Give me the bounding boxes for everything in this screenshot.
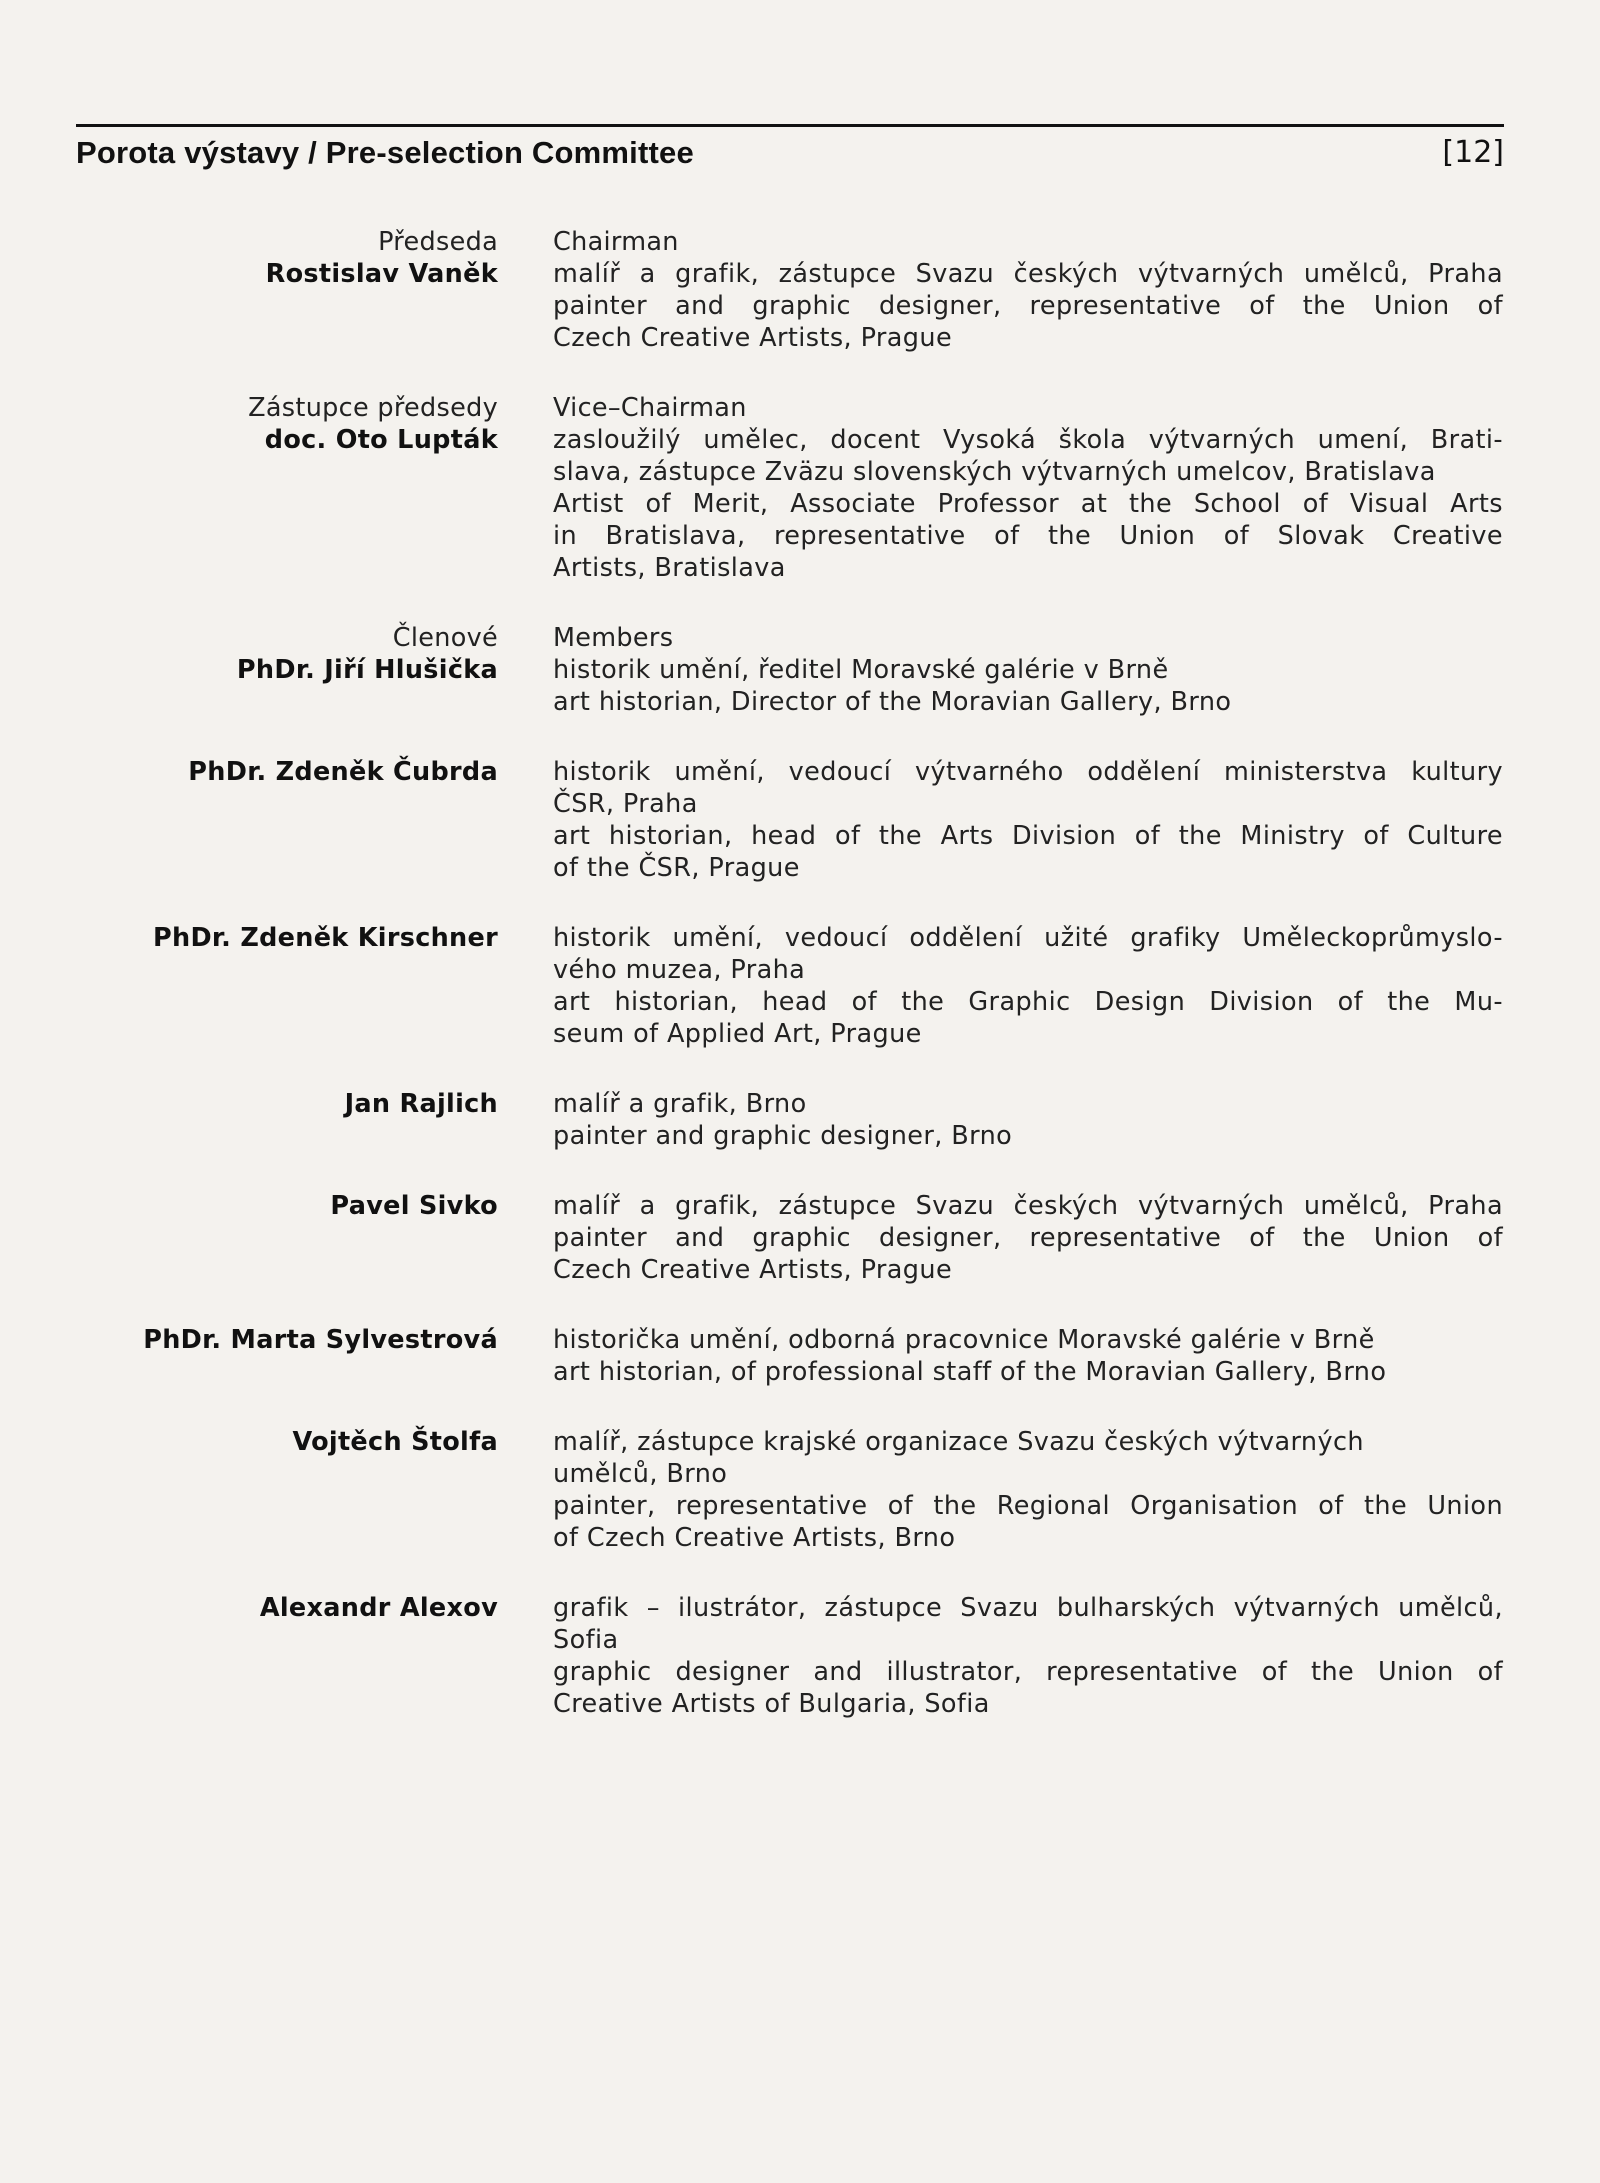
description-line: zasloužilý umělec, docent Vysoká škola výtvarných umení, Brati- [553,425,1503,455]
description-line: vého muzea, Praha [553,955,806,985]
section-spacer [0,1286,1600,1324]
role-label: Zástupce předsedy [248,393,498,423]
description-line: art historian, of professional staff of the Moravian Gallery, Brno [553,1357,1387,1387]
section-role-row [0,226,1600,258]
member-description [553,922,1503,1050]
description-line: malíř a grafik, zástupce Svazu českých výtvarných umělců, Praha [553,259,1503,289]
description-line: malíř a grafik, Brno [553,1089,807,1119]
description-line: graphic designer and illustrator, representative of the Union of [553,1657,1503,1687]
description-line: historik umění, vedoucí oddělení užité grafiky Uměleckoprůmyslo- [553,923,1503,953]
member-description [553,1324,1503,1388]
committee-list [0,226,1600,1720]
description-line: malíř a grafik, zástupce Svazu českých výtvarných umělců, Praha [553,1191,1503,1221]
section-spacer [0,884,1600,922]
member-name: Vojtěch Štolfa [292,1427,498,1457]
description-line: umělců, Brno [553,1459,728,1489]
description-line: Artist of Merit, Associate Professor at the School of Visual Arts [553,489,1503,519]
description-line: historička umění, odborná pracovnice Moravské galérie v Brně [553,1325,1375,1355]
committee-member [0,424,1600,584]
member-name: Pavel Sivko [330,1191,498,1221]
member-description [553,1426,1503,1554]
committee-member [0,654,1600,718]
role-label-en: Members [553,623,674,653]
committee-member [0,258,1600,354]
description-line: ČSR, Praha [553,789,698,819]
member-description [553,654,1503,718]
description-line: art historian, Director of the Moravian Gallery, Brno [553,687,1232,717]
role-label: Předseda [378,227,498,257]
section-spacer [0,584,1600,622]
role-label: Členové [392,623,498,653]
description-line: painter and graphic designer, representative of the Union of [553,291,1503,321]
description-line: painter and graphic designer, representative of the Union of [553,1223,1503,1253]
description-line: historik umění, ředitel Moravské galérie v Brně [553,655,1169,685]
section-role-row [0,392,1600,424]
section-spacer [0,1050,1600,1088]
description-line: art historian, head of the Graphic Design Division of the Mu- [553,987,1503,1017]
section-spacer [0,1152,1600,1190]
member-name: PhDr. Jiří Hlušička [236,655,498,685]
page-title: Porota výstavy / Pre-selection Committee [76,135,694,170]
member-name: Jan Rajlich [344,1089,498,1119]
section-role-row [0,622,1600,654]
member-name: doc. Oto Lupták [264,425,498,455]
member-name: Alexandr Alexov [259,1593,498,1623]
page-number: [12] [1442,135,1504,170]
member-description [553,1088,1503,1152]
description-line: Czech Creative Artists, Prague [553,1255,953,1285]
committee-member [0,1190,1600,1286]
page-header [76,124,1504,177]
section-spacer [0,354,1600,392]
member-description [553,424,1503,584]
member-description [553,258,1503,354]
description-line: malíř, zástupce krajské organizace Svazu českých výtvarných [553,1427,1364,1457]
member-description [553,1592,1503,1720]
description-line: Artists, Bratislava [553,553,786,583]
description-line: Sofia [553,1625,619,1655]
committee-member [0,1592,1600,1720]
role-label-en: Chairman [553,227,679,257]
description-line: in Bratislava, representative of the Union of Slovak Creative [553,521,1503,551]
description-line: painter and graphic designer, Brno [553,1121,1013,1151]
section-spacer [0,718,1600,756]
member-description [553,756,1503,884]
member-name: PhDr. Marta Sylvestrová [143,1325,498,1355]
description-line: slava, zástupce Zväzu slovenských výtvarných umelcov, Bratislava [553,457,1436,487]
description-line: Creative Artists of Bulgaria, Sofia [553,1689,990,1719]
committee-member [0,1088,1600,1152]
role-label-en: Vice–Chairman [553,393,747,423]
description-line: painter, representative of the Regional Organisation of the Union [553,1491,1503,1521]
committee-member [0,756,1600,884]
committee-member [0,1324,1600,1388]
committee-member [0,922,1600,1050]
section-spacer [0,1554,1600,1592]
member-name: PhDr. Zdeněk Kirschner [153,923,498,953]
member-name: Rostislav Vaněk [265,259,498,289]
description-line: historik umění, vedoucí výtvarného oddělení ministerstva kultury [553,757,1503,787]
description-line: Czech Creative Artists, Prague [553,323,953,353]
description-line: grafik – ilustrátor, zástupce Svazu bulharských výtvarných umělců, [553,1593,1503,1623]
member-name: PhDr. Zdeněk Čubrda [188,757,498,787]
section-spacer [0,1388,1600,1426]
description-line: seum of Applied Art, Prague [553,1019,922,1049]
description-line: art historian, head of the Arts Division of the Ministry of Culture [553,821,1503,851]
committee-member [0,1426,1600,1554]
member-description [553,1190,1503,1286]
description-line: of Czech Creative Artists, Brno [553,1523,956,1553]
description-line: of the ČSR, Prague [553,853,800,883]
